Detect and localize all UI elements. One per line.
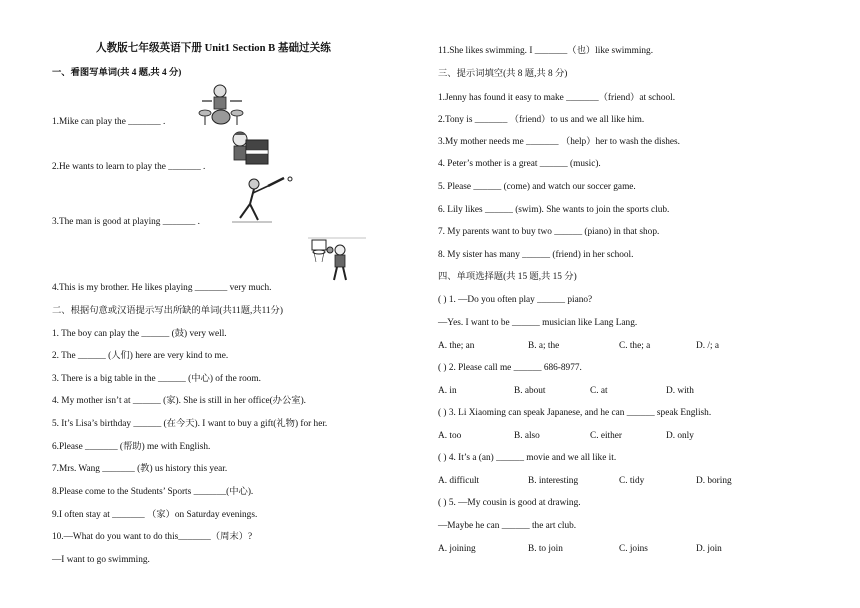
page-title: 人教版七年级英语下册 Unit1 Section B 基础过关练 (96, 43, 331, 54)
exercise-line: 4.This is my brother. He likes playing _______ very much. (52, 283, 272, 293)
exercise-line: —I want to go swimming. (52, 555, 150, 565)
exercise-line: 2. The ______ (人们) here are very kind to me. (52, 351, 229, 361)
exercise-line: 5. It’s Lisa’s birthday ______ (在今天). I want to buy a gift(礼物) for her. (52, 419, 328, 429)
exercise-line: 1.Mike can play the _______ . (52, 117, 166, 127)
answer-option: B. interesting (528, 476, 579, 486)
answer-option: D. boring (696, 476, 732, 486)
exercise-line: 5. Please ______ (come) and watch our soccer game. (438, 182, 636, 192)
exercise-line: 7.Mrs. Wang _______ (教) us history this year. (52, 464, 228, 474)
exercise-line: 1.Jenny has found it easy to make _______（friend）at school. (438, 93, 676, 103)
exercise-line: 6. Lily likes ______ (swim). She wants to join the sports club. (438, 205, 670, 215)
exercise-line: 3.The man is good at playing _______ . (52, 217, 200, 227)
answer-option: B. about (514, 386, 546, 396)
answer-option: C. tidy (619, 476, 645, 486)
basketball-player-picture (306, 236, 370, 284)
exercise-line: ( ) 2. Please call me ______ 686-8977. (438, 363, 582, 373)
answer-option: C. either (590, 431, 623, 441)
drummer-picture (190, 82, 252, 126)
exercise-line: 2.He wants to learn to play the _______ . (52, 162, 206, 172)
exercise-line: 7. My parents want to buy two ______ (piano) in that shop. (438, 227, 660, 237)
exercise-line: 11.She likes swimming. I _______（也）like swimming. (438, 46, 654, 56)
answer-option: C. the; a (619, 341, 651, 351)
answer-option: A. the; an (438, 341, 475, 351)
baseball-player-picture (224, 176, 296, 224)
answer-option: D. with (666, 386, 694, 396)
exercise-line: 2.Tony is _______ （friend）to us and we all like him. (438, 115, 645, 125)
exercise-line: ( ) 1. —Do you often play ______ piano? (438, 295, 593, 305)
answer-option: A. too (438, 431, 462, 441)
answer-option: A. difficult (438, 476, 480, 486)
exercise-line: ( ) 3. Li Xiaoming can speak Japanese, and he can ______ speak English. (438, 408, 712, 418)
answer-option: C. at (590, 386, 608, 396)
exercise-line: 8. My sister has many ______ (friend) in her school. (438, 250, 634, 260)
answer-option: D. only (666, 431, 694, 441)
exercise-line: 9.I often stay at _______ （家）on Saturday evenings. (52, 510, 258, 520)
answer-option: D. join (696, 544, 722, 554)
exercise-line: 3.My mother needs me _______ （help）her to wash the dishes. (438, 137, 680, 147)
answer-option: B. to join (528, 544, 563, 554)
piano-player-picture (226, 130, 272, 168)
exercise-line: —Maybe he can ______ the art club. (438, 521, 577, 531)
exercise-line: —Yes. I want to be ______ musician like Lang Lang. (438, 318, 638, 328)
exercise-line: 1. The boy can play the ______ (鼓) very well. (52, 329, 227, 339)
answer-option: A. joining (438, 544, 476, 554)
exercise-line: 4. My mother isn’t at ______ (家). She is still in her office(办公室). (52, 396, 306, 406)
exercise-line: 10.—What do you want to do this_______（周末）? (52, 532, 253, 542)
exercise-line: 一、看图写单词(共 4 题,共 4 分) (52, 68, 182, 78)
exercise-line: ( ) 5. —My cousin is good at drawing. (438, 498, 581, 508)
exercise-line: 三、提示词填空(共 8 题,共 8 分) (438, 69, 568, 79)
exercise-line: 3. There is a big table in the ______ (中心) of the room. (52, 374, 261, 384)
exercise-line: 二、根据句意或汉语提示写出所缺的单词(共11题,共11分) (52, 306, 283, 316)
answer-option: C. joins (619, 544, 648, 554)
answer-option: D. /; a (696, 341, 719, 351)
answer-option: B. also (514, 431, 540, 441)
exercise-line: 6.Please _______ (帮助) me with English. (52, 442, 211, 452)
answer-option: B. a; the (528, 341, 560, 351)
exercise-line: ( ) 4. It’s a (an) ______ movie and we all like it. (438, 453, 617, 463)
exercise-line: 8.Please come to the Students’ Sports _______(中心). (52, 487, 254, 497)
exercise-line: 四、单项选择题(共 15 题,共 15 分) (438, 272, 577, 282)
answer-option: A. in (438, 386, 457, 396)
exercise-line: 4. Peter’s mother is a great ______ (music). (438, 159, 601, 169)
